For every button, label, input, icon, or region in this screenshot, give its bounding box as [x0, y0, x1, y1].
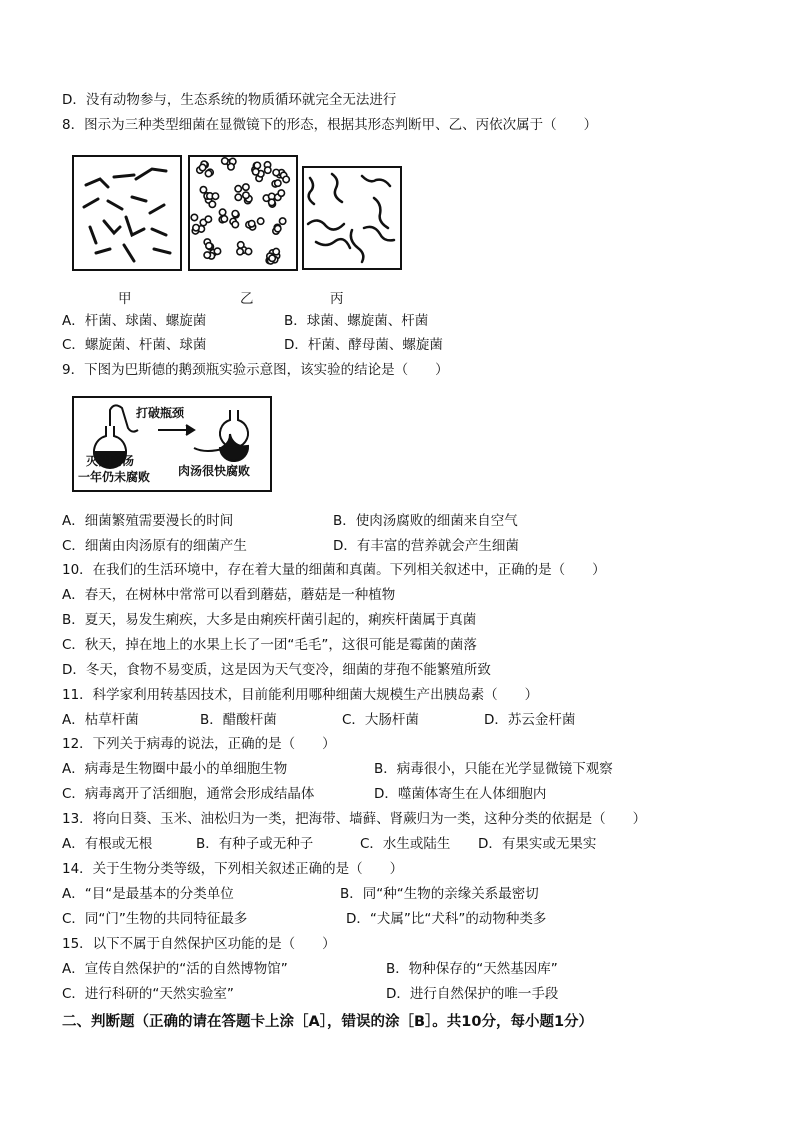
coccus-cell	[254, 162, 260, 168]
coccus-cell	[245, 248, 251, 254]
spiral-bacteria-figure	[302, 166, 402, 270]
rod-bacteria-figure	[72, 155, 182, 271]
q12-stem: 12．下列关于病毒的说法，正确的是（ ）	[62, 736, 336, 752]
q15-option-d: D．进行自然保护的唯一手段	[386, 986, 559, 1002]
caption-yi: 乙	[240, 291, 254, 307]
q13-option-d: D．有果实或无果实	[478, 836, 597, 852]
no-decay-label: 一年仍未腐败	[78, 470, 151, 484]
coccus-cell	[279, 218, 285, 224]
cocci-bacteria-figure	[188, 155, 298, 271]
coccus-cell	[243, 192, 249, 198]
break-neck-label: 打破瓶颈	[136, 406, 185, 420]
swan-neck-flask-figure	[72, 396, 272, 492]
coccus-cell	[228, 164, 234, 170]
coccus-cell	[191, 214, 197, 220]
coccus-cell	[205, 216, 211, 222]
q14-option-d: D．“犬属”比“犬科”的动物种类多	[346, 911, 547, 927]
q13-option-a: A．有根或无根	[62, 836, 153, 852]
q8-option-d: D．杆菌、酵母菌、螺旋菌	[284, 337, 443, 353]
q8-option-a: A．杆菌、球菌、螺旋菌	[62, 313, 207, 329]
coccus-cell	[214, 248, 220, 254]
coccus-cell	[219, 209, 225, 215]
q10-option-c: C．秋天，掉在地上的水果上长了一团“毛毛”，这很可能是霉菌的菌落	[62, 637, 477, 653]
coccus-cell	[273, 248, 279, 254]
q11-option-a: A．枯草杆菌	[62, 712, 139, 728]
coccus-cell	[269, 199, 275, 205]
coccus-cell	[222, 158, 228, 164]
sterile-broth-label: 灭菌肉汤	[86, 454, 135, 468]
q10-option-b: B．夏天，易发生痢疾，大多是由痢疾杆菌引起的，痢疾杆菌属于真菌	[62, 612, 477, 628]
coccus-cell	[275, 225, 281, 231]
coccus-cell	[269, 255, 275, 261]
coccus-cell	[232, 210, 238, 216]
coccus-cell	[204, 252, 210, 258]
q12-option-b: B．病毒很小，只能在光学显微镜下观察	[374, 761, 613, 777]
coccus-cell	[209, 201, 215, 207]
coccus-cell	[193, 224, 199, 230]
q11-option-c: C．大肠杆菌	[342, 712, 419, 728]
q13-option-b: B．有种子或无种子	[196, 836, 314, 852]
q10-option-d: D．冬天，食物不易变质，这是因为天气变冷，细菌的芽孢不能繁殖所致	[62, 662, 491, 678]
coccus-cell	[232, 221, 238, 227]
q11-option-d: D．苏云金杆菌	[484, 712, 576, 728]
quick-decay-label: 肉汤很快腐败	[178, 464, 251, 478]
coccus-cell	[221, 216, 227, 222]
q15-stem: 15．以下不属于自然保护区功能的是（ ）	[62, 936, 336, 952]
q10-stem: 10．在我们的生活环境中，存在着大量的细菌和真菌。下列相关叙述中，正确的是（ ）	[62, 562, 606, 578]
q15-option-c: C．进行科研的“天然实验室”	[62, 986, 234, 1002]
coccus-cell	[238, 242, 244, 248]
q11-stem: 11．科学家利用转基因技术，目前能利用哪种细菌大规模生产出胰岛素（ ）	[62, 687, 539, 703]
q13-stem: 13．将向日葵、玉米、油松归为一类，把海带、墙藓、肾蕨归为一类，这种分类的依据是（ ）	[62, 811, 647, 827]
q14-option-c: C．同“门”生物的共同特征最多	[62, 911, 248, 927]
spiral-bacteria-drawing	[304, 168, 400, 268]
coccus-cell	[206, 243, 212, 249]
coccus-cell	[237, 248, 243, 254]
coccus-cell	[205, 170, 211, 176]
q8-option-c: C．螺旋菌、杆菌、球菌	[62, 337, 207, 353]
caption-bing: 丙	[330, 291, 344, 307]
coccus-cell	[243, 184, 249, 190]
coccus-cell	[235, 186, 241, 192]
q12-option-d: D．噬菌体寄生在人体细胞内	[374, 786, 547, 802]
coccus-cell	[283, 176, 289, 182]
q9-option-a: A．细菌繁殖需要漫长的时间	[62, 513, 234, 529]
caption-jia: 甲	[118, 291, 132, 307]
coccus-cell	[275, 180, 281, 186]
q7-option-d: D．没有动物参与，生态系统的物质循环就完全无法进行	[62, 92, 397, 108]
q14-option-a: A．“目“是最基本的分类单位	[62, 886, 234, 902]
q10-option-a: A．春天，在树林中常常可以看到蘑菇，蘑菇是一种植物	[62, 587, 396, 603]
section-2-title: 二、判断题（正确的请在答题卡上涂［A］，错误的涂［B］。共10分，每小题1分）	[62, 1014, 594, 1030]
q12-option-a: A．病毒是生物圈中最小的单细胞生物	[62, 761, 288, 777]
coccus-cell	[273, 169, 279, 175]
q13-option-c: C．水生或陆生	[360, 836, 451, 852]
q12-option-c: C．病毒离开了活细胞，通常会形成结晶体	[62, 786, 315, 802]
coccus-cell	[200, 187, 206, 193]
coccus-cell	[235, 194, 241, 200]
coccus-cell	[199, 164, 205, 170]
coccus-cell	[253, 169, 259, 175]
q15-option-b: B．物种保存的“天然基因库”	[386, 961, 558, 977]
q9-option-c: C．细菌由肉汤原有的细菌产生	[62, 538, 247, 554]
q9-option-d: D．有丰富的营养就会产生细菌	[333, 538, 519, 554]
q9-option-b: B．使肉汤腐败的细菌来自空气	[333, 513, 518, 529]
q14-option-b: B．同“种“生物的亲缘关系最密切	[340, 886, 539, 902]
coccus-cell	[212, 193, 218, 199]
coccus-cell	[257, 218, 263, 224]
rod-bacteria-drawing	[74, 157, 180, 269]
coccus-cell	[265, 167, 271, 173]
cocci-bacteria-drawing	[190, 157, 296, 269]
q14-stem: 14．关于生物分类等级，下列相关叙述正确的是（ ）	[62, 861, 404, 877]
coccus-cell	[248, 221, 254, 227]
q15-option-a: A．宣传自然保护的“活的自然博物馆”	[62, 961, 288, 977]
q8-option-b: B．球菌、螺旋菌、杆菌	[284, 313, 429, 329]
coccus-cell	[278, 190, 284, 196]
q11-option-b: B．醋酸杆菌	[200, 712, 277, 728]
q8-stem: 8．图示为三种类型细菌在显微镜下的形态，根据其形态判断甲、乙、丙依次属于（ ）	[62, 117, 598, 133]
q9-stem: 9．下图为巴斯德的鹅颈瓶实验示意图，该实验的结论是（ ）	[62, 362, 449, 378]
